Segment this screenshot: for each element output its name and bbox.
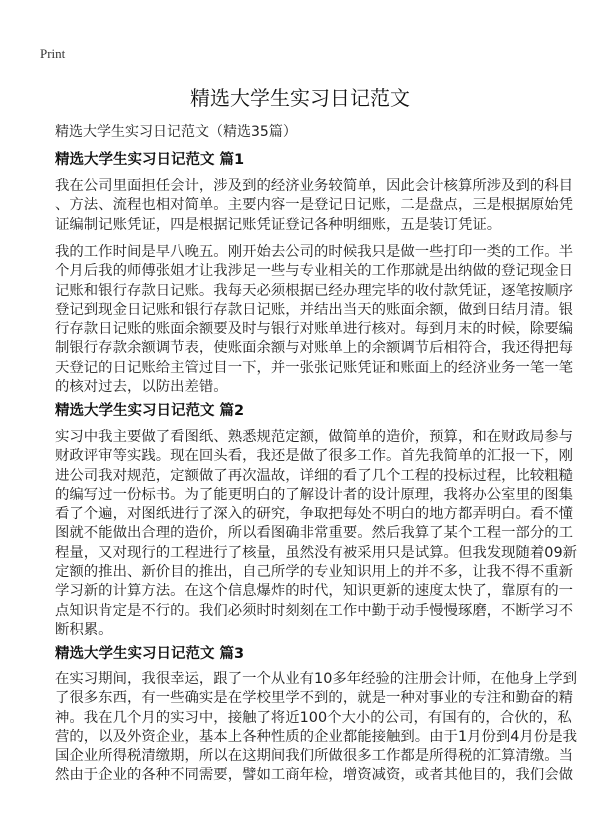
paragraph (55, 177, 585, 235)
section-heading-3: 精选大学生实习日记范文 篇3 (55, 646, 245, 662)
paragraph-line: 登记到现金日记账和银行存款日记账，并结出当天的账面余额，做到日结月清。银 (55, 301, 574, 318)
paragraph-line: 天登记的日记账给主管过目一下，并一张张记账凭证和账面上的经济业务一笔一笔 (55, 359, 574, 376)
paragraph-line: 了很多东西，有一些确实是在学校里学不到的，就是一种对事业的专注和勤奋的精 (55, 690, 574, 707)
paragraph (55, 428, 585, 640)
paragraph-line: 看了个遍，对图纸进行了深入的研究，争取把每处不明白的地方都弄明白。看不懂 (55, 506, 574, 523)
paragraph-line: 行存款日记账的账面余额要及时与银行对账单进行核对。每到月末的时候，除要编 (55, 321, 574, 338)
paragraph-line: 证编制记账凭证，四是根据记账凭证登记各种明细账，五是装订凭证。 (55, 216, 502, 233)
paragraph-line: 在实习期间，我很幸运，跟了一个从业有10多年经验的注册会计师，在他身上学到 (55, 671, 577, 687)
section-heading-2: 精选大学生实习日记范文 篇2 (55, 403, 245, 419)
paragraph-line: 个月后我的师傅张姐才让我涉足一些与专业相关的工作那就是出纳做的登记现金日 (55, 263, 574, 280)
print-link[interactable]: Print (40, 46, 66, 61)
paragraph-line: 图就不能做出合理的造价，所以看图确非常重要。然后我算了某个工程一部分的工 (55, 525, 574, 542)
paragraph-line: 的编写过一份标书。为了能更明白的了解设计者的设计原理，我将办公室里的图集 (55, 486, 574, 503)
paragraph-line: 我在公司里面担任会计，涉及到的经济业务较简单，因此会计核算所涉及到的科目 (55, 178, 574, 194)
paragraph-line: 定额的推出、新价目的推出，自己所学的专业知识用上的并不多，让我不得不重新 (55, 564, 574, 581)
paragraph-line: 程量，又对现行的工程进行了核量，虽然没有被采用只是试算。但我发现随着09新 (55, 544, 577, 561)
paragraph-line: 实习中我主要做了看图纸、熟悉规范定额，做简单的造价，预算，和在财政局参与 (55, 429, 574, 445)
paragraph-line: 神。我在几个月的实习中，接触了将近100个大小的公司，有国有的，合伙的，私 (55, 709, 572, 726)
paragraph-line: 财政评审等实践。现在回头看，我还是做了很多工作。首先我简单的汇报一下，刚 (55, 448, 574, 465)
paragraph (55, 243, 585, 397)
paragraph-line: 学习新的计算方法。在这个信息爆炸的时代，知识更新的速度太快了，靠原有的一 (55, 583, 574, 600)
paragraph-line: 进公司我对规范，定额做了再次温故，详细的看了几个工程的投标过程，比较粗糙 (55, 467, 574, 484)
paragraph-line: 的核对过去，以防出差错。 (55, 379, 228, 396)
paragraph-line: 国企业所得税清缴期，所以在这期间我们所做很多工作都是所得税的汇算清缴。当 (55, 748, 574, 765)
paragraph-line: 营的，以及外资企业，基本上各种性质的企业都能接触到。由于1月份到4月份是我 (55, 728, 577, 745)
paragraph-line: 记账和银行存款日记账。我每天必须根据已经办理完毕的收付款凭证，逐笔按顺序 (55, 282, 574, 299)
paragraph-line: 、方法、流程也相对简单。主要内容一是登记日记账，二是盘点，三是根据原始凭 (55, 197, 574, 214)
paragraph (55, 670, 585, 786)
paragraph-line: 点知识肯定是不行的。我们必须时时刻刻在工作中勤于动手慢慢琢磨，不断学习不 (55, 602, 574, 619)
document-subtitle: 精选大学生实习日记范文（精选35篇） (55, 124, 297, 140)
paragraph-line: 断积累。 (55, 621, 113, 638)
paragraph-line: 我的工作时间是早八晚五。刚开始去公司的时候我只是做一些打印一类的工作。半 (55, 244, 574, 260)
section-heading-1: 精选大学生实习日记范文 篇1 (55, 152, 245, 168)
document-title: 精选大学生实习日记范文 (190, 86, 410, 110)
paragraph-line: 然由于企业的各种不同需要，譬如工商年检，增资减资，或者其他目的，我们会做 (55, 767, 574, 784)
paragraph-line: 制银行存款余额调节表，使账面余额与对账单上的余额调节后相符合，我还得把每 (55, 340, 574, 357)
